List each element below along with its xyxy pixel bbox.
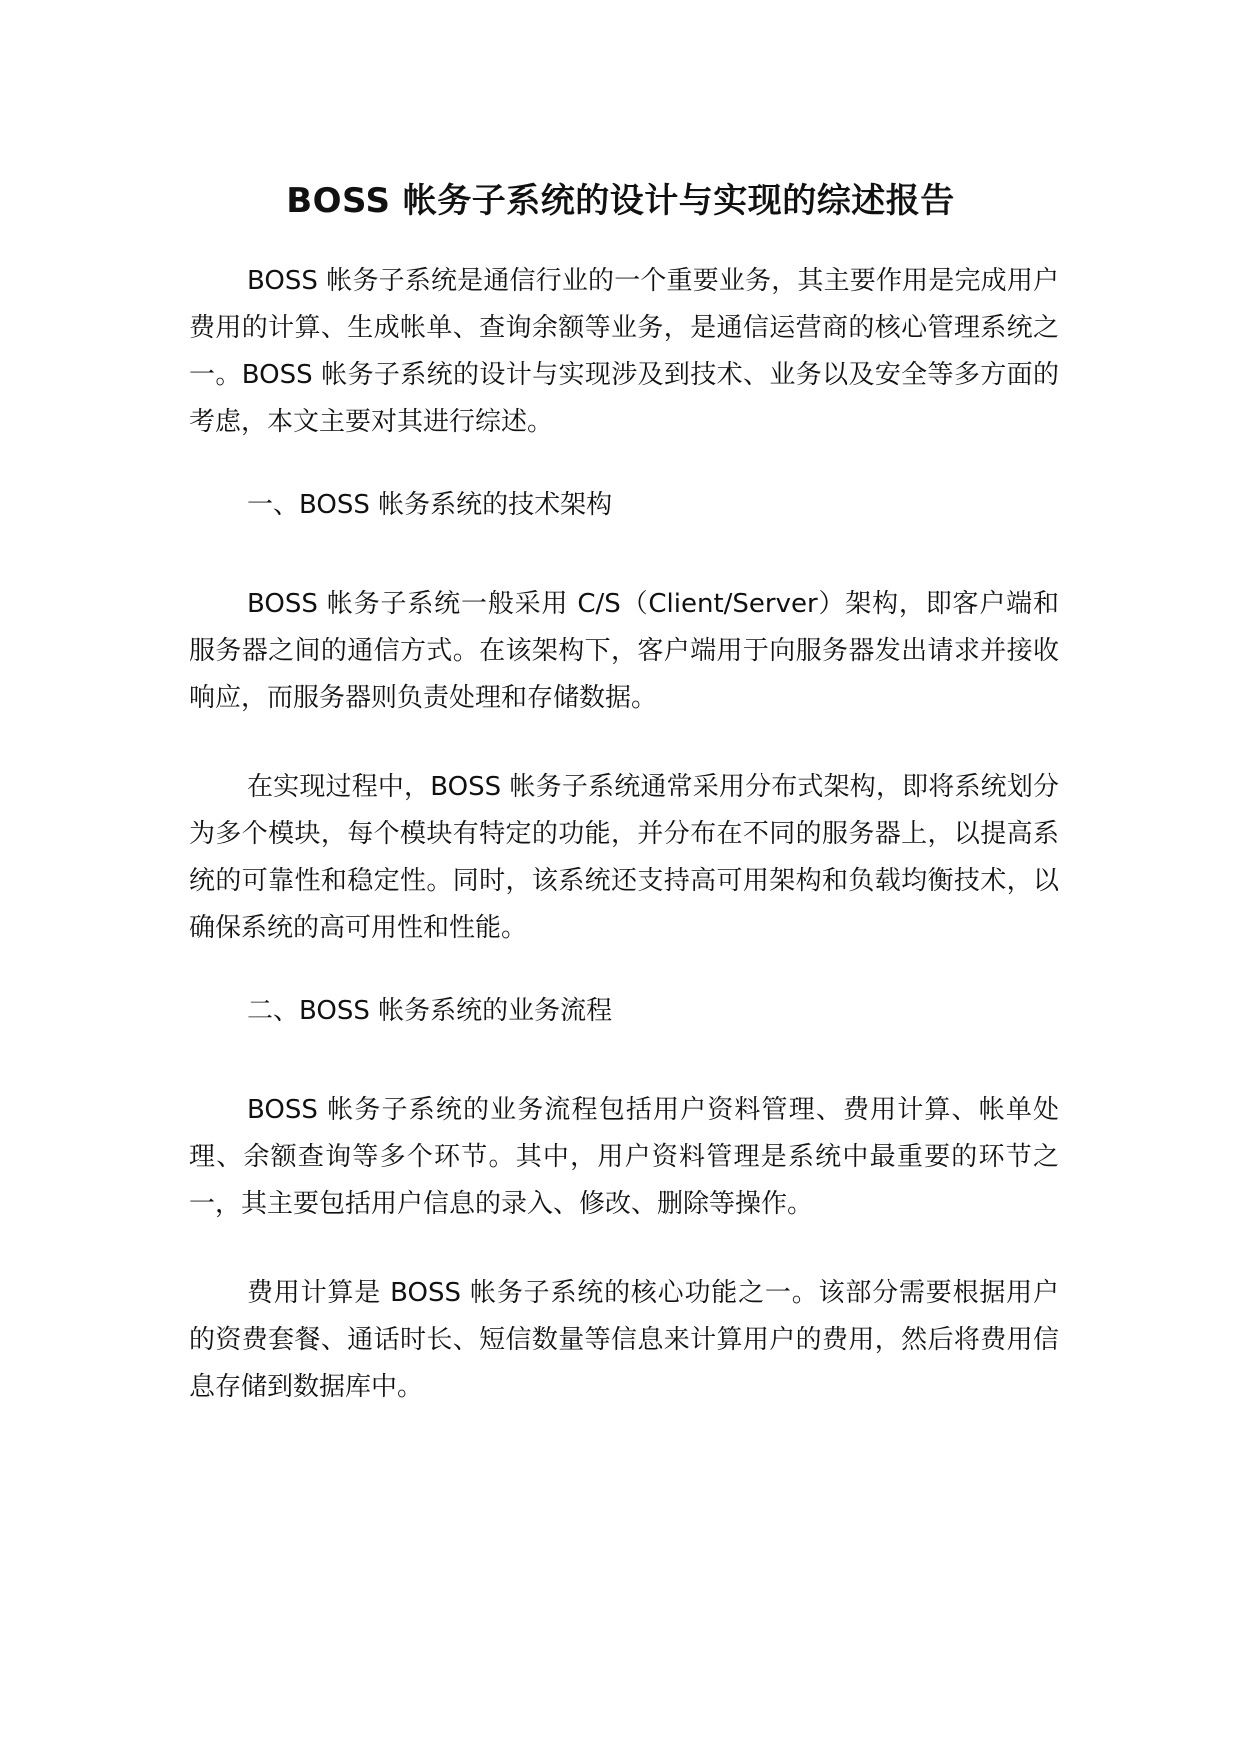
business-paragraph-2: 费用计算是 BOSS 帐务子系统的核心功能之一。该部分需要根据用户的资费套餐、通话时长、短信数量等信息来计算用户的费用，然后将费用信息存储到数据库中。 bbox=[189, 1278, 1059, 1402]
business-paragraph-1: BOSS 帐务子系统的业务流程包括用户资料管理、费用计算、帐单处理、余额查询等多个环节。其中，用户资料管理是系统中最重要的环节之一，其主要包括用户信息的录入、修改、删除等操作。 bbox=[189, 1095, 1059, 1219]
architecture-paragraph-2: 在实现过程中，BOSS 帐务子系统通常采用分布式架构，即将系统划分为多个模块，每个模块有特定的功能，并分布在不同的服务器上，以提高系统的可靠性和稳定性。同时，该系统还支持高可用架构和负载均衡技术，以确保系统的高可用性和性能。 bbox=[189, 772, 1059, 943]
section-heading-architecture: 一、BOSS 帐务系统的技术架构 bbox=[247, 490, 613, 520]
architecture-paragraph-1: BOSS 帐务子系统一般采用 C/S（Client/Server）架构，即客户端和服务器之间的通信方式。在该架构下，客户端用于向服务器发出请求并接收响应，而服务器则负责处理和存储数据。 bbox=[189, 589, 1059, 713]
intro-paragraph: BOSS 帐务子系统是通信行业的一个重要业务，其主要作用是完成用户费用的计算、生成帐单、查询余额等业务，是通信运营商的核心管理系统之一。BOSS 帐务子系统的设计与实现涉及到技术、业务以及安全等多方面的考虑，本文主要对其进行综述。 bbox=[189, 266, 1059, 437]
document-title: BOSS 帐务子系统的设计与实现的综述报告 bbox=[286, 181, 955, 221]
section-heading-business: 二、BOSS 帐务系统的业务流程 bbox=[247, 996, 613, 1026]
